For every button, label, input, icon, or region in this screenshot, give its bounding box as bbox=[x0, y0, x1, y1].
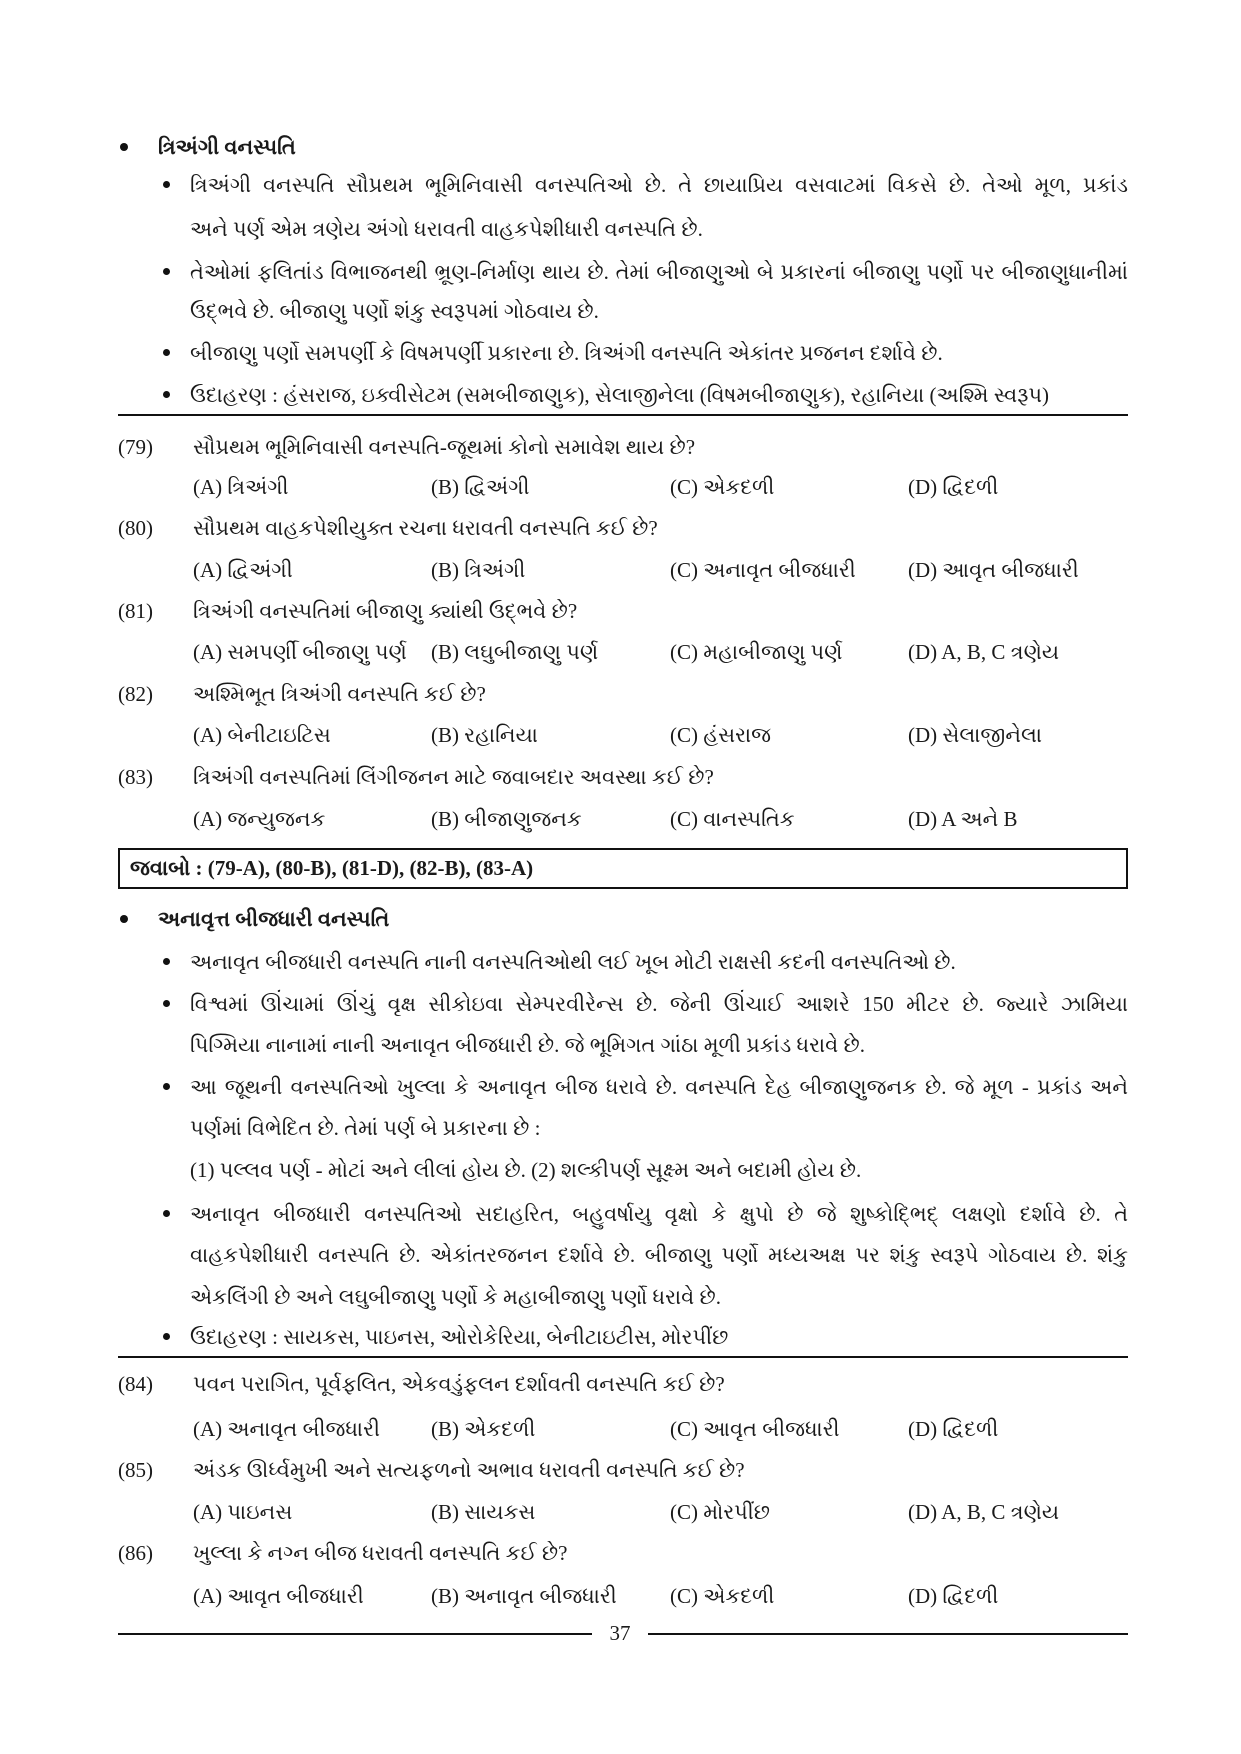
option-d: (D) આવૃત બીજધારી bbox=[908, 558, 1079, 582]
question-text: અંડક ઊર્ધ્વમુખી અને સત્યફળનો અભાવ ધરાવતી વનસ્પતિ કઈ છે? bbox=[193, 1458, 745, 1482]
question-number: (79) bbox=[118, 435, 153, 459]
answer-key-box bbox=[118, 848, 1128, 889]
bullet-icon bbox=[163, 958, 170, 965]
answer-key-text: જવાબો : (79-A), (80-B), (81-D), (82-B), (83-A) bbox=[130, 856, 534, 880]
question-number: (83) bbox=[118, 765, 153, 789]
option-c: (C) એકદળી bbox=[670, 475, 775, 499]
section2-bullet2-line1: વિશ્વમાં ઊંચામાં ઊંચું વૃક્ષ સીકોઇવા સેમ્પરવીરેન્સ છે. જેની ઊંચાઈ આશરે 150 મીટર છે. જ્યારે ઝામિયા bbox=[190, 992, 1128, 1016]
question-number: (81) bbox=[118, 599, 153, 623]
section2-bullet3-line1: આ જૂથની વનસ્પતિઓ ખુલ્લા કે અનાવૃત બીજ ધરાવે છે. વનસ્પતિ દેહ બીજાણુજનક છે. જે મૂળ - પ્રકાંડ અને bbox=[190, 1075, 1128, 1099]
section1-bullet2-line1: તેઓમાં ફલિતાંડ વિભાજનથી ભ્રૂણ-નિર્માણ થાય છે. તેમાં બીજાણુઓ બે પ્રકારનાં બીજાણુ પર્ણો પર બીજાણુધાનીમાં bbox=[190, 260, 1128, 284]
question-number: (85) bbox=[118, 1458, 153, 1482]
bullet-icon bbox=[163, 1083, 170, 1090]
option-d: (D) A અને B bbox=[908, 807, 1018, 831]
option-b: (B) ત્રિઅંગી bbox=[431, 558, 526, 582]
section1-example: ઉદાહરણ : હંસરાજ, ઇક્વીસેટમ (સમબીજાણુક), સેલાજીનેલા (વિષમબીજાણુક), રહાનિયા (અશ્મિ સ્વરૂપ) bbox=[190, 383, 1049, 407]
option-c: (C) હંસરાજ bbox=[670, 723, 772, 747]
option-a: (A) દ્વિઅંગી bbox=[193, 558, 293, 582]
option-b: (B) દ્વિઅંગી bbox=[431, 475, 530, 499]
option-b: (B) લઘુબીજાણુ પર્ણ bbox=[431, 640, 599, 664]
option-b: (B) બીજાણુજનક bbox=[431, 807, 582, 831]
question-number: (84) bbox=[118, 1372, 153, 1396]
option-a: (A) જન્યુજનક bbox=[193, 807, 326, 831]
option-b: (B) સાયકસ bbox=[431, 1500, 536, 1524]
question-text: પવન પરાગિત, પૂર્વફલિત, એકવડુંફલન દર્શાવતી વનસ્પતિ કઈ છે? bbox=[193, 1372, 725, 1396]
section2-bullet3-line2: પર્ણમાં વિભેદિત છે. તેમાં પર્ણ બે પ્રકારના છે : bbox=[190, 1116, 541, 1140]
option-d: (D) A, B, C ત્રણેય bbox=[908, 1500, 1060, 1524]
section2-bullet2-line2: પિગ્મિયા નાનામાં નાની અનાવૃત બીજધારી છે. જે ભૂમિગત ગાંઠા મૂળી પ્રકાંડ ધરાવે છે. bbox=[190, 1033, 865, 1057]
footer-rule-left bbox=[118, 1633, 592, 1635]
option-b: (B) અનાવૃત બીજધારી bbox=[431, 1584, 617, 1608]
section-bullet-icon bbox=[120, 915, 128, 923]
option-d: (D) દ્વિદળી bbox=[908, 1417, 999, 1441]
bullet-icon bbox=[163, 349, 170, 356]
section1-bullet1-line2: અને પર્ણ એમ ત્રણેય અંગો ધરાવતી વાહકપેશીધારી વનસ્પતિ છે. bbox=[190, 217, 703, 241]
option-d: (D) દ્વિદળી bbox=[908, 475, 999, 499]
question-text: અશ્મિભૂત ત્રિઅંગી વનસ્પતિ કઈ છે? bbox=[193, 682, 486, 706]
question-text: સૌપ્રથમ વાહકપેશીયુક્ત રચના ધરાવતી વનસ્પતિ કઈ છે? bbox=[193, 516, 658, 540]
option-d: (D) સેલાજીનેલા bbox=[908, 723, 1043, 747]
option-c: (C) મોરપીંછ bbox=[670, 1500, 771, 1524]
section1-heading: ત્રિઅંગી વનસ્પતિ bbox=[158, 135, 296, 159]
section2-bullet4-line1: અનાવૃત બીજધારી વનસ્પતિઓ સદાહરિત, બહુવર્ષાયુ વૃક્ષો કે ક્ષુપો છે જે શુષ્કોદ્ભિદ્ લક્ષણો દર્શાવે છે. તે bbox=[190, 1202, 1128, 1226]
option-a: (A) ત્રિઅંગી bbox=[193, 475, 289, 499]
section2-bullet3-line3: (1) પલ્લવ પર્ણ - મોટાં અને લીલાં હોય છે. (2) શલ્કીપર્ણ સૂક્ષ્મ અને બદામી હોય છે. bbox=[190, 1158, 862, 1182]
footer-rule-right bbox=[648, 1633, 1128, 1635]
page-number: 37 bbox=[609, 1621, 631, 1645]
question-text: ત્રિઅંગી વનસ્પતિમાં બીજાણુ ક્યાંથી ઉદ્ભવે છે? bbox=[193, 599, 578, 623]
option-a: (A) બેનીટાઇટિસ bbox=[193, 723, 331, 747]
option-a: (A) અનાવૃત બીજધારી bbox=[193, 1417, 380, 1441]
section-divider bbox=[118, 1356, 1128, 1358]
section1-bullet1-line1: ત્રિઅંગી વનસ્પતિ સૌપ્રથમ ભૂમિનિવાસી વનસ્પતિઓ છે. તે છાયાપ્રિય વસવાટમાં વિકસે છે. તેઓ મૂળ, પ્રકાંડ bbox=[190, 173, 1128, 197]
bullet-icon bbox=[163, 268, 170, 275]
option-c: (C) આવૃત બીજધારી bbox=[670, 1417, 840, 1441]
question-number: (80) bbox=[118, 516, 153, 540]
question-number: (82) bbox=[118, 682, 153, 706]
bullet-icon bbox=[163, 1333, 170, 1340]
section1-bullet2-line2: ઉદ્ભવે છે. બીજાણુ પર્ણો શંકુ સ્વરૂપમાં ગોઠવાય છે. bbox=[190, 299, 599, 323]
section-bullet-icon bbox=[120, 143, 128, 151]
question-number: (86) bbox=[118, 1541, 153, 1565]
section2-bullet4-line3: એકલિંગી છે અને લઘુબીજાણુ પર્ણો કે મહાબીજાણુ પર્ણો ધરાવે છે. bbox=[190, 1285, 721, 1309]
bullet-icon bbox=[163, 1000, 170, 1007]
section2-bullet4-line2: વાહકપેશીધારી વનસ્પતિ છે. એકાંતરજનન દર્શાવે છે. બીજાણુ પર્ણો મધ્યઅક્ષ પર શંકુ સ્વરૂપે ગોઠવાય છે. શંકુ bbox=[190, 1243, 1128, 1267]
option-b: (B) એકદળી bbox=[431, 1417, 536, 1441]
option-c: (C) મહાબીજાણુ પર્ણ bbox=[670, 640, 843, 664]
section-divider bbox=[118, 414, 1128, 416]
question-text: ત્રિઅંગી વનસ્પતિમાં લિંગીજનન માટે જવાબદાર અવસ્થા કઈ છે? bbox=[193, 765, 714, 789]
bullet-icon bbox=[163, 1210, 170, 1217]
section2-bullet1: અનાવૃત બીજધારી વનસ્પતિ નાની વનસ્પતિઓથી લઈ ખૂબ મોટી રાક્ષસી કદની વનસ્પતિઓ છે. bbox=[190, 950, 956, 974]
bullet-icon bbox=[163, 391, 170, 398]
option-a: (A) સમપર્ણી બીજાણુ પર્ણ bbox=[193, 640, 407, 664]
option-c: (C) એકદળી bbox=[670, 1584, 775, 1608]
question-text: સૌપ્રથમ ભૂમિનિવાસી વનસ્પતિ-જૂથમાં કોનો સમાવેશ થાય છે? bbox=[193, 435, 696, 459]
option-c: (C) વાનસ્પતિક bbox=[670, 807, 795, 831]
section2-example: ઉદાહરણ : સાયકસ, પાઇનસ, ઓરોકેરિયા, બેનીટાઇટીસ, મોરપીંછ bbox=[190, 1325, 729, 1349]
section2-heading: અનાવૃત્ત બીજધારી વનસ્પતિ bbox=[158, 907, 390, 931]
option-d: (D) દ્વિદળી bbox=[908, 1584, 999, 1608]
section1-bullet3: બીજાણુ પર્ણો સમપર્ણી કે વિષમપર્ણી પ્રકારના છે. ત્રિઅંગી વનસ્પતિ એકાંતર પ્રજનન દર્શાવે છે. bbox=[190, 341, 943, 365]
option-a: (A) આવૃત બીજધારી bbox=[193, 1584, 364, 1608]
option-a: (A) પાઇનસ bbox=[193, 1500, 293, 1524]
question-text: ખુલ્લા કે નગ્ન બીજ ધરાવતી વનસ્પતિ કઈ છે? bbox=[193, 1541, 568, 1565]
option-d: (D) A, B, C ત્રણેય bbox=[908, 640, 1060, 664]
bullet-icon bbox=[163, 181, 170, 188]
option-b: (B) રહાનિયા bbox=[431, 723, 538, 747]
option-c: (C) અનાવૃત બીજધારી bbox=[670, 558, 856, 582]
